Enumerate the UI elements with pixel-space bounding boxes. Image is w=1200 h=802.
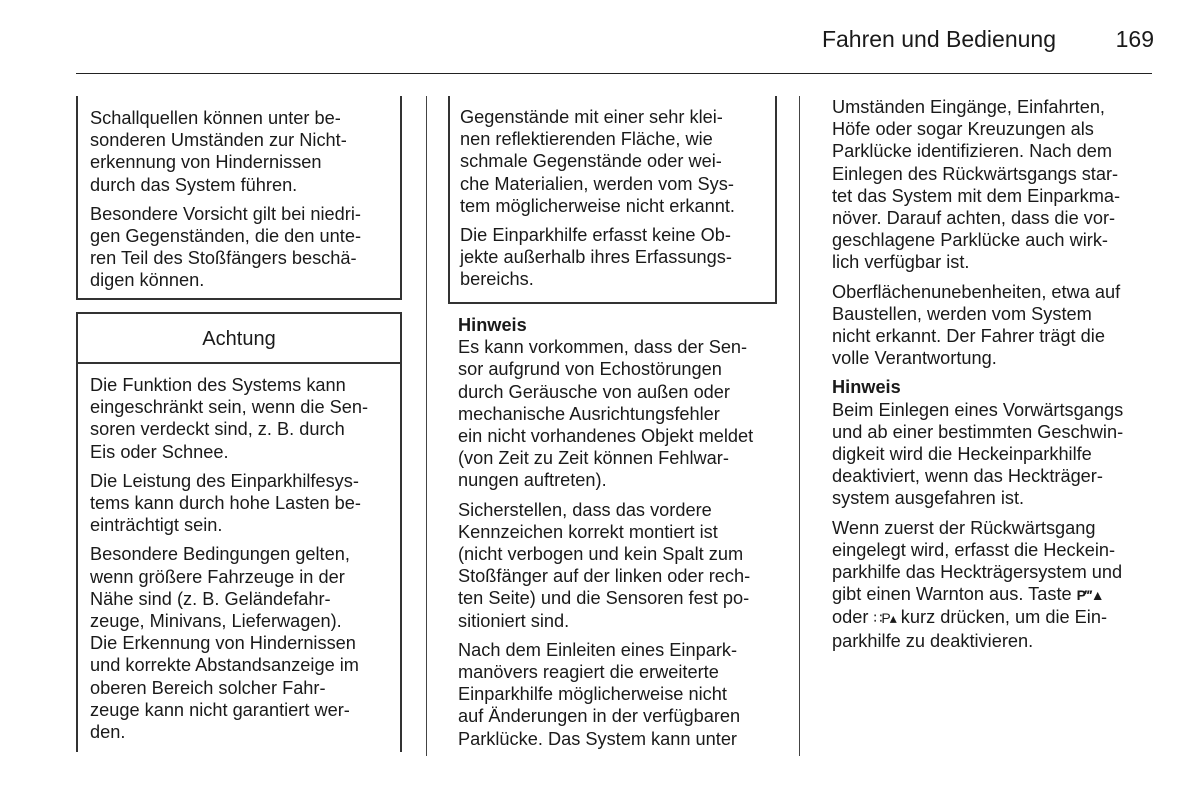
col3-hint-title: Hinweis [832,377,901,398]
col3-paragraph-3 [832,517,1154,652]
col2-note-box [448,96,777,304]
warning-box [76,312,402,752]
warning-paragraph-3: Besondere Bedingungen gelten, wenn größere Fahrzeuge in der Nähe sind (z. B. Geländefahr- zeuge, Minivans, Lieferwagen). Die Erkennung von Hindernissen und korrekte Abstandsanzeige im oberen Bereich solcher Fahr- zeuge kann nicht garantiert wer- den. [90,544,359,743]
col2-hint-title: Hinweis [458,315,527,335]
warning-paragraph-2: Die Leistung des Einparkhilfesys- tems kann durch hohe Lasten be- einträchtigt sein. [90,470,361,536]
col3-paragraph-2: Oberflächenunebenheiten, etwa auf Baustellen, werden vom System nicht erkannt. Der Fahrer trägt die volle Verantwortung. [832,281,1121,369]
page-number: 169 [1115,26,1154,52]
col1-box-paragraph-2: Besondere Vorsicht gilt bei niedri- gen Gegenständen, die den unte- ren Teil des Stoßfängers beschä- digen können. [90,203,362,291]
warning-title: Achtung [78,314,400,364]
col3-paragraph-3-mid: oder [832,607,869,628]
column-divider-2 [799,96,800,756]
col3-paragraph-1: Umständen Eingänge, Einfahrten, Höfe oder sogar Kreuzungen als Parklücke identifizieren. Nach dem Einlegen des Rückwärtsgangs star- tet das System mit dem Einparkma- növer. Darauf achten, dass die vor- geschlagene Parklücke auch wirk- lich verfügbar ist. [832,97,1121,273]
col1-note-box [76,96,402,300]
col2-body [458,314,776,757]
page-title: Fahren und Bedienung [821,26,1056,52]
col3-body [832,96,1154,659]
col3-paragraph-3-start: Wenn zuerst der Rückwärtsgang eingelegt wird, erfasst die Heckein- parkhilfe das Heckträgersystem und gibt einen Warnton aus. Taste [832,517,1123,605]
col2-box-paragraph-1: Gegenstände mit einer sehr klei- nen reflektierenden Fläche, wie schmale Gegenstände oder wei- che Materialien, werden vom Sys- tem möglicherweise nicht erkannt. [460,107,735,216]
col1-box-paragraph-1: Schallquellen können unter be- sonderen Umständen zur Nicht- erkennung von Hindernissen durch das System führen. [90,108,347,195]
col3-paragraph-3-end: kurz drücken, um die Ein- parkhilfe zu deaktivieren. [832,607,1108,651]
col2-hint-text: Es kann vorkommen, dass der Sen- sor aufgrund von Echostörungen durch Geräusche von außen oder mechanische Ausrichtungsfehler ein nicht vorhandenes Objekt meldet (von Zeit zu Zeit können Fehlwar- nungen auftreten). [458,337,754,491]
col3-hint-text: Beim Einlegen eines Vorwärtsgangs und ab einer bestimmten Geschwin- digkeit wird die Heckeinparkhilfe deaktiviert, wenn das Heckträger- system ausgefahren ist. [832,399,1124,509]
warning-paragraph-1: Die Funktion des Systems kann eingeschränkt sein, wenn die Sen- soren verdeckt sind, z. B. durch Eis oder Schnee. [90,375,369,462]
header-rule [76,73,1152,74]
col2-paragraph-3: Nach dem Einleiten eines Einpark- manövers reagiert die erweiterte Einparkhilfe möglicherweise nicht auf Änderungen in der verfügbaren Parklücke. Das System kann unter [458,639,741,749]
col2-box-paragraph-2: Die Einparkhilfe erfasst keine Ob- jekte außerhalb ihres Erfassungs- bereichs. [460,225,732,290]
col2-paragraph-2: Sicherstellen, dass das vordere Kennzeichen korrekt montiert ist (nicht verbogen und kein Spalt zum Stoßfänger auf der linken oder rech- ten Seite) und die Sensoren fest po- sitioniert sind. [458,499,751,631]
park-assist-alt-button-icon: ∷P▴ [873,610,896,627]
column-divider-1 [426,96,427,756]
park-assist-button-icon: P‴▲ [1076,587,1104,604]
